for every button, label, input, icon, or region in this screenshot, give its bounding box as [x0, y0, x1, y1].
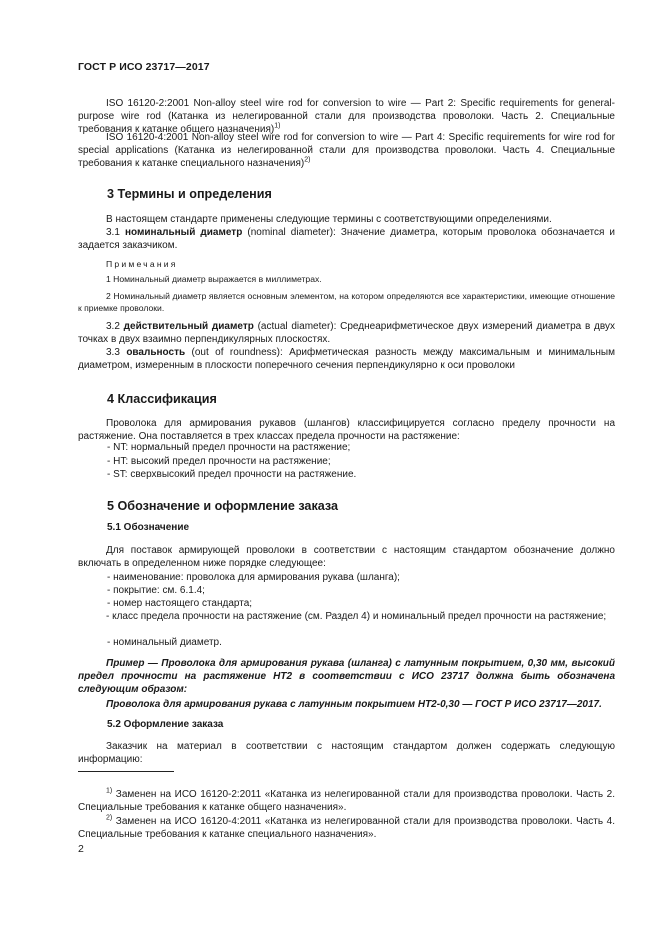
example-designation: Проволока для армирования рукава с латунным покрытием НТ2-0,30 — ГОСТ Р ИСО 23717—2017.	[106, 699, 602, 710]
class-item-nt: - NT: нормальный предел прочности на растяжение;	[107, 442, 351, 453]
footnote-2	[78, 815, 615, 841]
footnote-1	[78, 788, 615, 814]
class-item-ht: - HT: высокий предел прочности на растяжение;	[107, 456, 331, 467]
section-4-intro: Проволока для армирования рукавов (шлангов) классифицируется согласно пределу прочности на растяжение. Она поставляется в трех классах предела прочности на растяжение:	[78, 418, 615, 443]
term-definition: (nominal diameter): Значение диаметра, которым проволока обозначается и задается заказчиком.	[78, 227, 616, 252]
designation-item: - наименование: проволока для армирования рукава (шланга);	[107, 572, 400, 583]
footnote-mark: 1)	[106, 787, 113, 795]
term-number: 3.3	[106, 347, 127, 358]
designation-item: - номинальный диаметр.	[107, 637, 222, 648]
term-3-2	[78, 320, 615, 346]
page-number: 2	[78, 843, 84, 855]
section-5-heading: 5 Обозначение и оформление заказа	[107, 499, 338, 513]
footnote-mark: 2)	[106, 814, 113, 822]
footnote-text: Заменен на ИСО 16120-2:2011 «Катанка из нелегированной стали для производства проволоки. Часть 2. Специальные требования к катанке общего назначения».	[78, 789, 615, 814]
term-3-1	[78, 226, 615, 252]
designation-item: - покрытие: см. 6.1.4;	[107, 585, 205, 596]
term-definition: (actual diameter): Среднеарифметическое двух измерений диаметра в двух точках в двух взаимно перпендикулярных плоскостях.	[78, 321, 615, 346]
example-paragraph: Пример — Проволока для армирования рукава (шланга) с латунным покрытием, 0,30 мм, высокий предел прочности на растяжение НТ2 в соответствии с ИСО 23717 должна быть обозначена следующим образом:	[78, 658, 615, 696]
term-number: 3.1	[106, 227, 125, 238]
class-item-st: - ST: сверхвысокий предел прочности на растяжение.	[107, 469, 357, 480]
term-name: номинальный диаметр	[124, 227, 243, 238]
term-name: действительный диаметр	[123, 321, 254, 332]
reference-text: ISO 16120-4:2001 Non-alloy steel wire rod for conversion to wire — Part 4: Specific requirements for wire rod for special applications (Катанка из нелегированной стали для производства проволоки. Часть 4. Специальные требования к катанке специального назначения)	[78, 132, 615, 170]
subsection-5-1-heading: 5.1 Обозначение	[107, 522, 190, 533]
term-definition: (out of roundness): Арифметическая разность между максимальным и минимальным диаметром, измеренным в плоскости поперечного сечения перпендикулярно к оси проволоки	[78, 347, 615, 372]
reference-text: ISO 16120-2:2001 Non-alloy steel wire rod for conversion to wire — Part 2: Specific requirements for general-purpose wire rod (Катанка из нелегированной стали для производства проволоки. Часть 2. Специальные требования к катанке общего назначения)	[78, 98, 615, 136]
notes-label: Примечания	[106, 259, 178, 269]
note-2: 2 Номинальный диаметр является основным элементом, на котором определяются все характеристики, имеющие отношение к приемке проволоки.	[78, 291, 615, 314]
document-header: ГОСТ Р ИСО 23717—2017	[78, 61, 210, 73]
term-number: 3.2	[106, 321, 124, 332]
order-paragraph: Заказчик на материал в соответствии с настоящим стандартом должен содержать следующую информацию:	[78, 741, 615, 766]
section-5-1-intro: Для поставок армирующей проволоки в соответствии с настоящим стандартом обозначение должно включать в определенном ниже порядке следующее:	[78, 545, 615, 570]
footnote-divider	[78, 771, 174, 772]
term-name: овальность	[126, 347, 186, 358]
subsection-5-2-heading: 5.2 Оформление заказа	[107, 719, 224, 730]
reference-iso-16120-4	[78, 131, 615, 171]
section-3-intro: В настоящем стандарте применены следующие термины с соответствующими определениями.	[106, 214, 552, 225]
footnote-ref: 1)	[274, 123, 281, 131]
section-4-heading: 4 Классификация	[107, 392, 217, 406]
footnote-ref: 2)	[304, 157, 311, 165]
note-1: 1 Номинальный диаметр выражается в миллиметрах.	[106, 274, 322, 284]
designation-item: - номер настоящего стандарта;	[107, 598, 253, 609]
footnote-text: Заменен на ИСО 16120-4:2011 «Катанка из нелегированной стали для производства проволоки. Часть 4. Специальные требования к катанке специального назначения».	[78, 816, 615, 841]
section-3-heading: 3 Термины и определения	[107, 187, 272, 201]
term-3-3	[78, 346, 615, 372]
designation-item: - класс предела прочности на растяжение (см. Раздел 4) и номинальный предел прочности на растяжение;	[106, 611, 607, 622]
